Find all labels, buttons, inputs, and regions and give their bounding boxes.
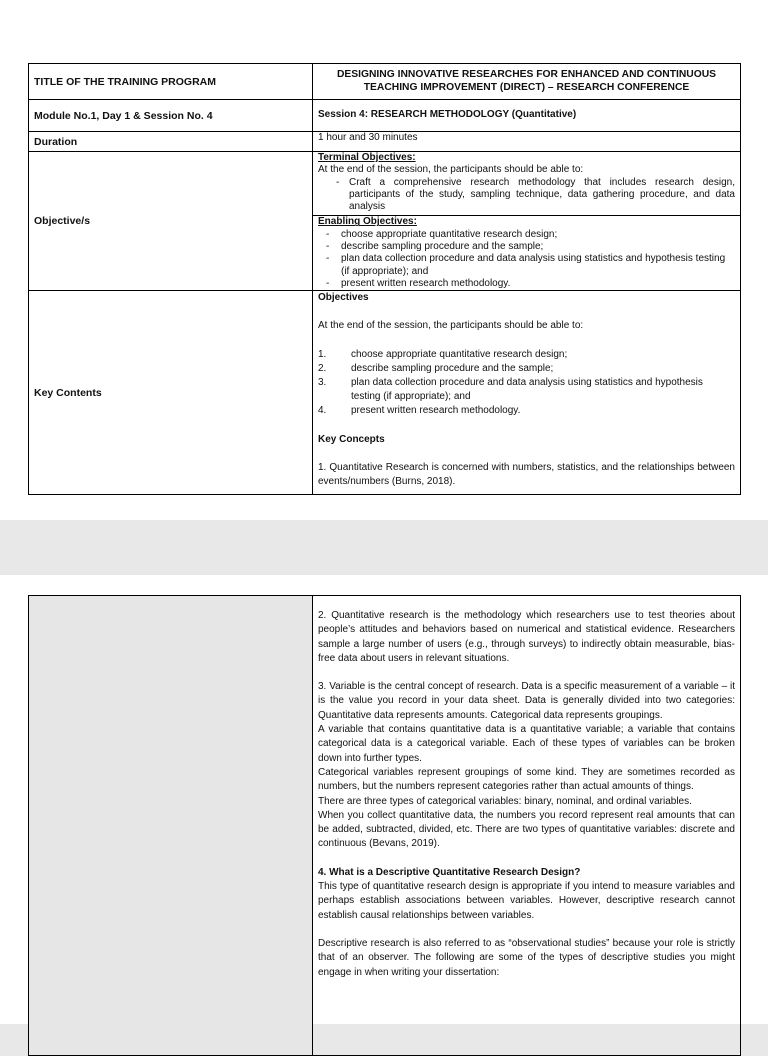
descriptive-design-paragraph: This type of quantitative research design is appropriate if you intend to measure variables and perhaps establish associations between variables. However, descriptive research cannot establish causal relationships between variables.	[318, 881, 735, 921]
enabling-objectives-list	[318, 229, 735, 290]
terminal-objectives-heading: Terminal Objectives:	[318, 152, 416, 163]
list-item: - plan data collection procedure and data analysis using statistics and hypothesis testing (if appropriate); and	[326, 253, 735, 278]
key-contents-row	[29, 291, 741, 495]
key-contents-label: Key Contents	[29, 291, 313, 495]
training-program-table	[28, 63, 741, 495]
terminal-objectives-intro: At the end of the session, the participants should be able to:	[318, 164, 584, 176]
enabling-objectives-section	[313, 215, 740, 290]
key-contents-continued-row	[29, 596, 741, 1056]
key-concepts-heading: Key Concepts	[318, 433, 385, 445]
objectives-label: Objective/s	[29, 152, 313, 291]
objectives-row	[29, 152, 741, 291]
title-row	[29, 64, 741, 100]
duration-value: 1 hour and 30 minutes	[313, 132, 741, 152]
title-label: TITLE OF THE TRAINING PROGRAM	[29, 64, 313, 100]
terminal-objectives-list	[318, 177, 735, 216]
list-item: 2. describe sampling procedure and the sample;	[318, 362, 554, 374]
key-concepts-continued	[313, 596, 741, 1056]
list-item: - describe sampling procedure and the sample;	[326, 241, 735, 253]
key-contents-list	[318, 348, 735, 419]
document-page-1	[0, 0, 768, 520]
list-item: - Craft a comprehensive research methodology that includes research design, participants of the study, sampling technique, data gathering procedure, and data analysis	[336, 177, 735, 214]
module-value: Session 4: RESEARCH METHODOLOGY (Quantitative)	[313, 100, 741, 132]
key-concept-3-paragraph: There are three types of categorical variables: binary, nominal, and ordinal variables.	[318, 795, 692, 807]
descriptive-design-paragraph: Descriptive research is also referred to as “observational studies” because your role is strictly that of an observer. The following are some of the types of descriptive studies you might engage in when writing your dissertation:	[318, 937, 735, 978]
descriptive-design-heading: 4. What is a Descriptive Quantitative Research Design?	[318, 866, 581, 878]
key-contents-objectives-heading: Objectives	[318, 292, 369, 304]
enabling-objectives-heading: Enabling Objectives:	[318, 216, 417, 228]
blank-label-cell	[29, 596, 313, 1056]
list-item: 4. present written research methodology.	[318, 405, 521, 417]
key-concept-3-paragraph: When you collect quantitative data, the numbers you record represent real amounts that can be added, subtracted, divided, etc. There are two types of quantitative variables: discrete and continuous (Bevans, 2019).	[318, 809, 735, 850]
duration-row	[29, 132, 741, 152]
module-row	[29, 100, 741, 132]
list-item: 1. choose appropriate quantitative research design;	[318, 348, 568, 360]
key-contents-continued-table	[28, 595, 741, 1056]
key-contents-content	[313, 291, 741, 495]
module-label: Module No.1, Day 1 & Session No. 4	[29, 100, 313, 132]
list-item: - present written research methodology.	[326, 278, 735, 290]
key-contents-intro: At the end of the session, the participants should be able to:	[318, 320, 584, 332]
list-item: 3. plan data collection procedure and data analysis using statistics and hypothesis testing (if appropriate); and	[318, 377, 703, 403]
objectives-content	[313, 152, 741, 291]
key-concept-3-paragraph: Categorical variables represent groupings of some kind. They are sometimes recorded as numbers, but the numbers represent categories rather than actual amounts of things.	[318, 766, 735, 793]
list-item: - choose appropriate quantitative research design;	[326, 229, 735, 241]
key-concept-3-paragraph: A variable that contains quantitative data is a quantitative variable; a variable that contains categorical data is a categorical variable. Each of these types of variables can be broken down into further types.	[318, 724, 735, 764]
duration-label: Duration	[29, 132, 313, 152]
key-concept-1: 1. Quantitative Research is concerned with numbers, statistics, and the relationships between events/numbers (Burns, 2018).	[318, 461, 735, 488]
key-concept-2: 2. Quantitative research is the methodology which researchers use to test theories about people’s attitudes and behaviors based on numerical and statistical evidence. Researchers sample a large number of users (e.g., through surveys) to indirectly obtain measurable, bias-free data about users in relevant situations.	[318, 610, 735, 664]
document-page-2	[0, 575, 768, 1024]
title-value: DESIGNING INNOVATIVE RESEARCHES FOR ENHANCED AND CONTINUOUS TEACHING IMPROVEMENT (DIRECT) – RESEARCH CONFERENCE	[313, 64, 741, 100]
key-concept-3: 3. Variable is the central concept of research. Data is a specific measurement of a variable – it is the value you record in your data sheet. Data is generally divided into two categories: Quantitative data represents amounts. Categorical data represents groupings.	[318, 681, 735, 721]
